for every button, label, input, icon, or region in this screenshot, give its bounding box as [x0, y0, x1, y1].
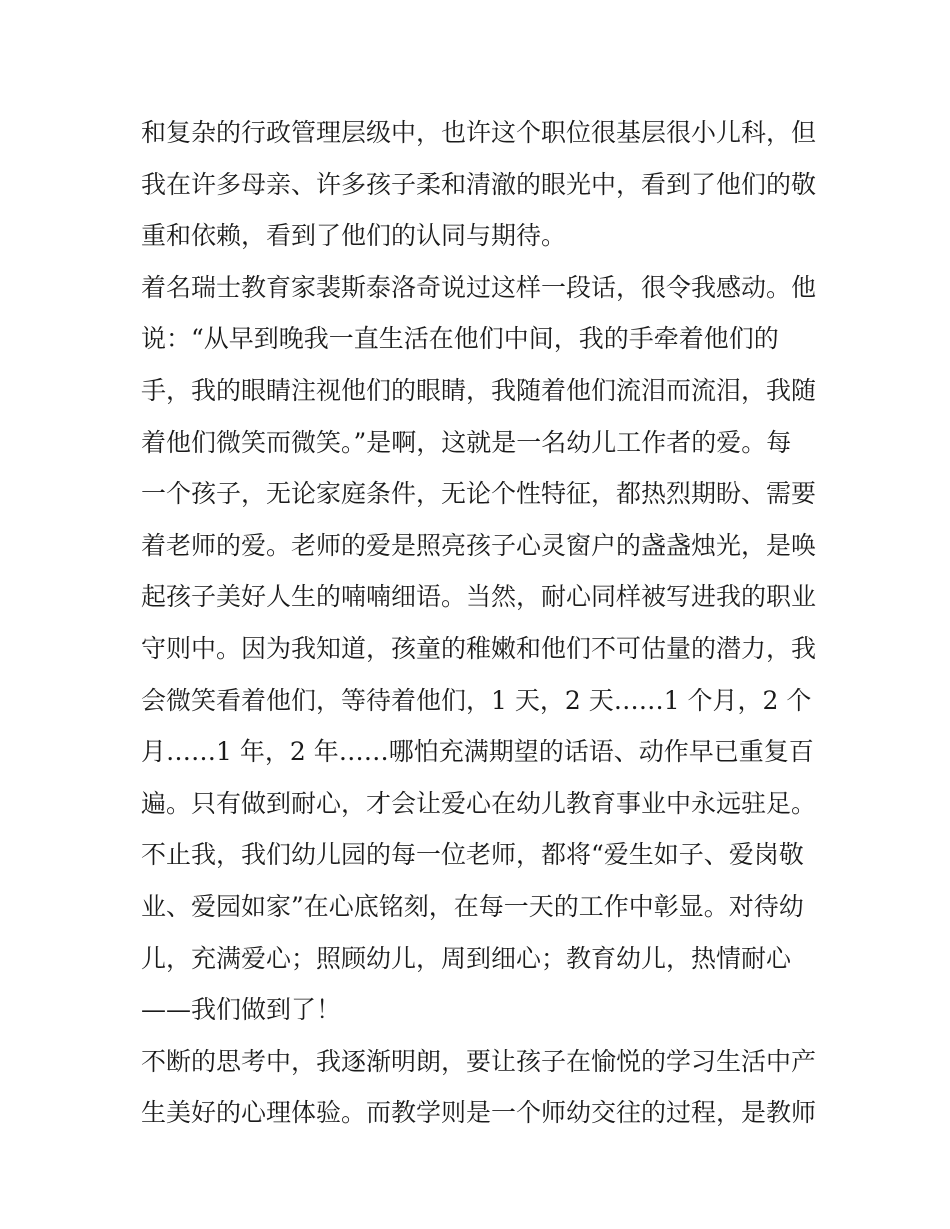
text-line: 业、爱园如家”在心底铭刻，在每一天的工作中彰显。对待幼 — [141, 891, 804, 921]
text-line: 着名瑞士教育家裴斯泰洛奇说过这样一段话，很令我感动。他 — [141, 272, 817, 302]
text-line: 会微笑看着他们，等待着他们，1 天，2 天……1 个月，2 个 — [141, 685, 812, 715]
text-line: 儿，充满爱心；照顾幼儿，周到细心；教育幼儿，热情耐心 — [141, 943, 792, 973]
text-line: 着他们微笑而微笑。”是啊，这就是一名幼儿工作者的爱。每 — [141, 427, 792, 457]
text-line: 不止我，我们幼儿园的每一位老师，都将“爱生如子、爱岗敬 — [141, 840, 804, 870]
text-line: 一个孩子，无论家庭条件，无论个性特征，都热烈期盼、需要 — [141, 479, 817, 509]
body-text — [141, 107, 821, 1139]
text-line: ——我们做到了！ — [141, 995, 342, 1025]
text-line: 生美好的心理体验。而教学则是一个师幼交往的过程，是教师 — [141, 1098, 817, 1128]
text-line: 和复杂的行政管理层级中，也许这个职位很基层很小儿科，但 — [141, 118, 817, 147]
text-line: 守则中。因为我知道，孩童的稚嫩和他们不可估量的潜力，我 — [141, 633, 817, 663]
text-line: 重和依赖，看到了他们的认同与期待。 — [141, 221, 567, 251]
text-line: 不断的思考中，我逐渐明朗，要让孩子在愉悦的学习生活中产 — [141, 1046, 817, 1076]
text-line: 我在许多母亲、许多孩子柔和清澈的眼光中，看到了他们的敬 — [141, 169, 817, 199]
text-line: 说：“从早到晚我一直生活在他们中间，我的手牵着他们的 — [141, 324, 779, 354]
text-line: 起孩子美好人生的喃喃细语。当然，耐心同样被写进我的职业 — [141, 582, 817, 612]
text-line: 着老师的爱。老师的爱是照亮孩子心灵窗户的盏盏烛光，是唤 — [141, 530, 817, 560]
text-line: 月……1 年，2 年……哪怕充满期望的话语、动作早已重复百 — [141, 737, 814, 767]
text-line: 遍。只有做到耐心，才会让爱心在幼儿教育事业中永远驻足。 — [141, 788, 817, 818]
text-line: 手，我的眼睛注视他们的眼睛，我随着他们流泪而流泪，我随 — [141, 375, 817, 405]
